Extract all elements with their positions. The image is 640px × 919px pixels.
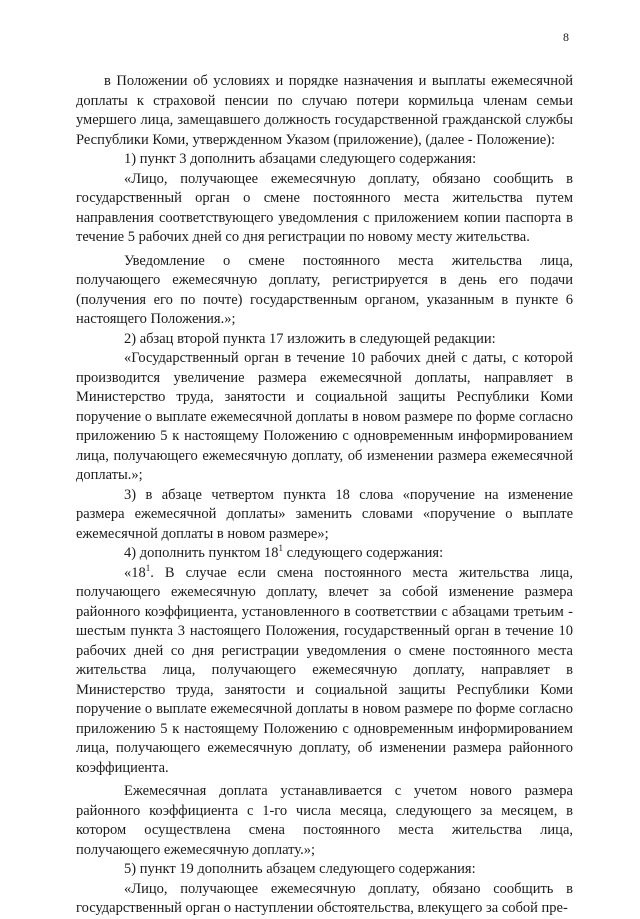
paragraph-item-5: 5) пункт 19 дополнить абзацем следующего содержания: (124, 861, 476, 877)
page-number: 8 (563, 30, 569, 44)
item-4-text-start: 4) дополнить пунктом 18 (124, 545, 279, 561)
paragraph-quote-2: «Государственный орган в течение 10 рабочих дней с даты, с которой производится увеличение размера ежемесячной доплаты, направляет в Министерство труда, занятости и социальной защиты Республики Коми поручение о выплате ежемесячной доплаты в новом размере по форме согласно приложению 5 к настоящему Положению с одновременным информированием лица, получающего ежемесячную доплату, об изменении размера ежемесячной доплаты.»; (76, 350, 573, 483)
quote-18-1-text-end: . В случае если смена постоянного места жительства лица, получающего ежемесячную доплату, влечет за собой изменение размера районного коэффициента, установленного в соответствии с абзацами третьим - шестым пункта 3 настоящего Положения, государственный орган в течение 10 рабочих дней со дня регистрации уведомления о смене постоянного места жительства лица, получающего ежемесячную доплату, направляет в Министерство труда, занятости и социальной защиты Республики Коми поручение о выплате ежемесячной доплаты в новом размере по форме согласно приложению 5 к настоящему Положению с одновременным информированием лица, получающего ежемесячную доплату, об изменении размера районного коэффициента. (76, 564, 573, 776)
paragraph-intro: в Положении об условиях и порядке назначения и выплаты ежемесячной доплаты к страховой пенсии по случаю потери кормильца членам семьи умершего лица, замещавшего должность государственной гражданской службы Республики Коми, утвержденном Указом (приложение), (далее - Положение): (76, 73, 573, 148)
item-4-text-end: следующего содержания: (283, 545, 444, 561)
paragraph-quote-3: «Лицо, получающее ежемесячную доплату, обязано сообщить в государственный орган о наступлении обстоятельства, влекущего за собой пре- (76, 880, 573, 916)
document-body (76, 72, 573, 919)
paragraph-item-2: 2) абзац второй пункта 17 изложить в следующей редакции: (124, 330, 496, 347)
paragraph-quote-18-1 (76, 564, 573, 779)
paragraph-item-4 (76, 544, 573, 564)
paragraph-item-3: 3) в абзаце четвертом пункта 18 слова «поручение на изменение размера ежемесячной доплаты» заменить словами «поручение о выплате ежемесячной доплаты в новом размере»; (76, 486, 573, 542)
paragraph-quote-1: «Лицо, получающее ежемесячную доплату, обязано сообщить в государственный орган о смене постоянного места жительства путем направления соответствующего уведомления с приложением копии паспорта в течение 5 рабочих дней со дня регистрации по новому месту жительства. (76, 170, 573, 245)
paragraph-notice: Уведомление о смене постоянного места жительства лица, получающего ежемесячную доплату, регистрируется в день его подачи (получения его по почте) государственным органом, указанным в пункте 6 настоящего Положения.»; (76, 252, 573, 327)
paragraph-item-1: 1) пункт 3 дополнить абзацами следующего содержания: (124, 151, 477, 167)
item-4-superscript: 1 (278, 543, 284, 553)
paragraph-monthly-supplement: Ежемесячная доплата устанавливается с учетом нового размера районного коэффициента с 1-го числа месяца, следующего за месяцем, в котором осуществлена смена постоянного места жительства лица, получающего ежемесячную доплату.»; (76, 783, 573, 858)
quote-18-1-superscript: 1 (145, 562, 151, 573)
quote-18-1-text-start: «18 (124, 564, 146, 581)
